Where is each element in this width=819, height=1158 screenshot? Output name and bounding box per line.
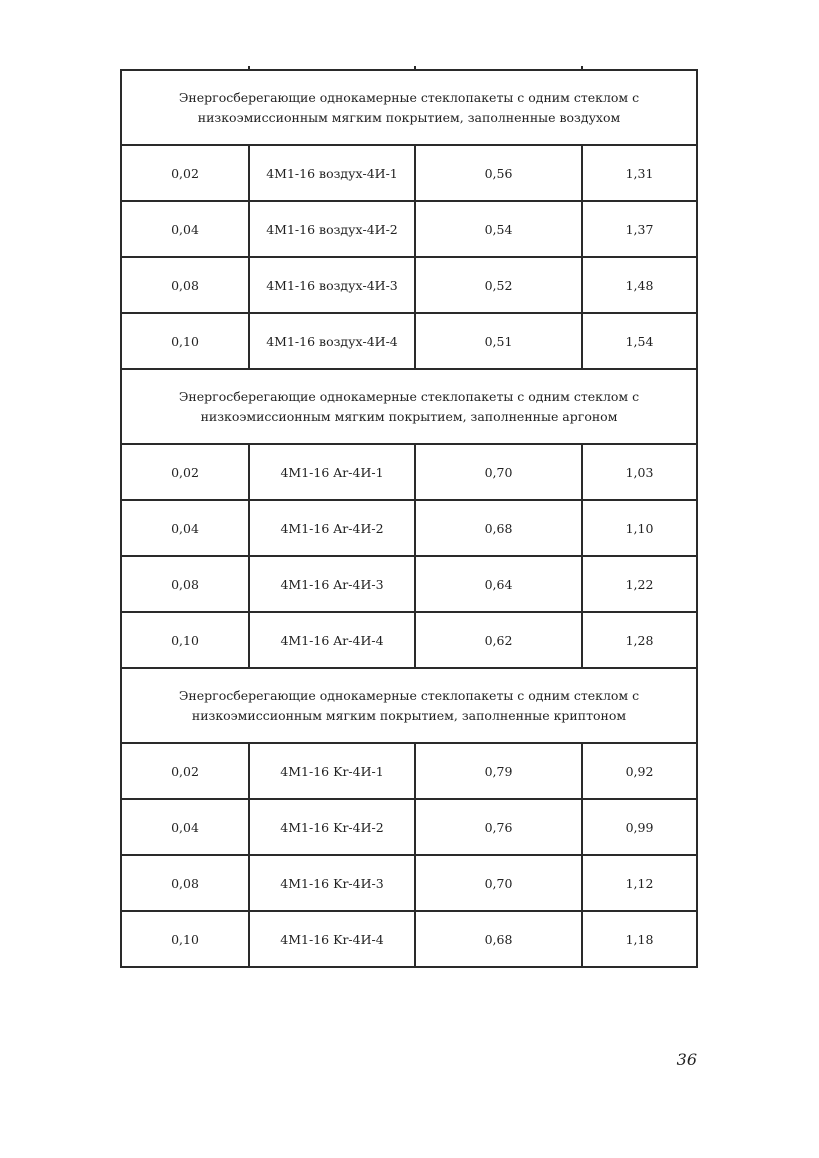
coefficient-cell: 0,68 (414, 501, 581, 555)
formula-cell: 4М1-16 Ar-4И-3 (248, 557, 414, 611)
section-title (179, 88, 639, 128)
emissivity-cell: 0,08 (120, 258, 248, 312)
section-title-line: Энергосберегающие однокамерные стеклопакеты с одним стеклом с (178, 388, 640, 404)
resistance-cell: 1,28 (581, 613, 698, 667)
table-row (120, 856, 698, 912)
resistance-cell: 1,37 (581, 202, 698, 256)
formula-cell: 4М1-16 Kr-4И-2 (248, 800, 414, 854)
resistance-cell: 1,12 (581, 856, 698, 910)
coefficient-cell: 0,70 (414, 856, 581, 910)
coefficient-cell: 0,79 (414, 744, 581, 798)
emissivity-cell: 0,10 (120, 912, 248, 966)
formula-cell: 4М1-16 Kr-4И-1 (248, 744, 414, 798)
coefficient-cell: 0,68 (414, 912, 581, 966)
formula-cell: 4М1-16 Ar-4И-2 (248, 501, 414, 555)
emissivity-cell: 0,02 (120, 146, 248, 200)
glazing-table (120, 69, 698, 968)
resistance-cell: 1,22 (581, 557, 698, 611)
emissivity-cell: 0,02 (120, 445, 248, 499)
table-row (120, 557, 698, 613)
section-title (179, 686, 639, 726)
emissivity-cell: 0,10 (120, 613, 248, 667)
formula-cell: 4М1-16 Ar-4И-1 (248, 445, 414, 499)
coefficient-cell: 0,62 (414, 613, 581, 667)
resistance-cell: 1,54 (581, 314, 698, 368)
table-row (120, 146, 698, 202)
emissivity-cell: 0,08 (120, 856, 248, 910)
section-title-line: низкоэмиссионным мягким покрытием, заполненные воздухом (197, 109, 621, 125)
resistance-cell: 0,92 (581, 744, 698, 798)
section-title-line: низкоэмиссионным мягким покрытием, заполненные аргоном (200, 408, 618, 424)
table-row (120, 501, 698, 557)
table-row (120, 314, 698, 370)
emissivity-cell: 0,04 (120, 202, 248, 256)
section-title-line: Энергосберегающие однокамерные стеклопакеты с одним стеклом с (178, 687, 640, 703)
resistance-cell: 1,48 (581, 258, 698, 312)
table-row (120, 912, 698, 968)
emissivity-cell: 0,02 (120, 744, 248, 798)
resistance-cell: 1,31 (581, 146, 698, 200)
resistance-cell: 0,99 (581, 800, 698, 854)
formula-cell: 4М1-16 воздух-4И-3 (248, 258, 414, 312)
table-row (120, 613, 698, 669)
table-row (120, 445, 698, 501)
resistance-cell: 1,03 (581, 445, 698, 499)
section-header-krypton (120, 669, 698, 744)
coefficient-cell: 0,76 (414, 800, 581, 854)
coefficient-cell: 0,51 (414, 314, 581, 368)
section-title-line: Энергосберегающие однокамерные стеклопакеты с одним стеклом с (178, 89, 640, 105)
table-row (120, 202, 698, 258)
coefficient-cell: 0,52 (414, 258, 581, 312)
section-title-line: низкоэмиссионным мягким покрытием, заполненные криптоном (191, 707, 627, 723)
section-header-air (120, 71, 698, 146)
formula-cell: 4М1-16 Ar-4И-4 (248, 613, 414, 667)
emissivity-cell: 0,08 (120, 557, 248, 611)
formula-cell: 4М1-16 воздух-4И-1 (248, 146, 414, 200)
formula-cell: 4М1-16 воздух-4И-4 (248, 314, 414, 368)
emissivity-cell: 0,04 (120, 501, 248, 555)
table-row (120, 800, 698, 856)
page-number: 36 (676, 1050, 697, 1069)
resistance-cell: 1,18 (581, 912, 698, 966)
table-row (120, 258, 698, 314)
coefficient-cell: 0,70 (414, 445, 581, 499)
emissivity-cell: 0,04 (120, 800, 248, 854)
coefficient-cell: 0,54 (414, 202, 581, 256)
section-header-argon (120, 370, 698, 445)
coefficient-cell: 0,64 (414, 557, 581, 611)
formula-cell: 4М1-16 воздух-4И-2 (248, 202, 414, 256)
formula-cell: 4М1-16 Kr-4И-4 (248, 912, 414, 966)
section-title (179, 387, 639, 427)
table-row (120, 744, 698, 800)
resistance-cell: 1,10 (581, 501, 698, 555)
emissivity-cell: 0,10 (120, 314, 248, 368)
formula-cell: 4М1-16 Kr-4И-3 (248, 856, 414, 910)
coefficient-cell: 0,56 (414, 146, 581, 200)
